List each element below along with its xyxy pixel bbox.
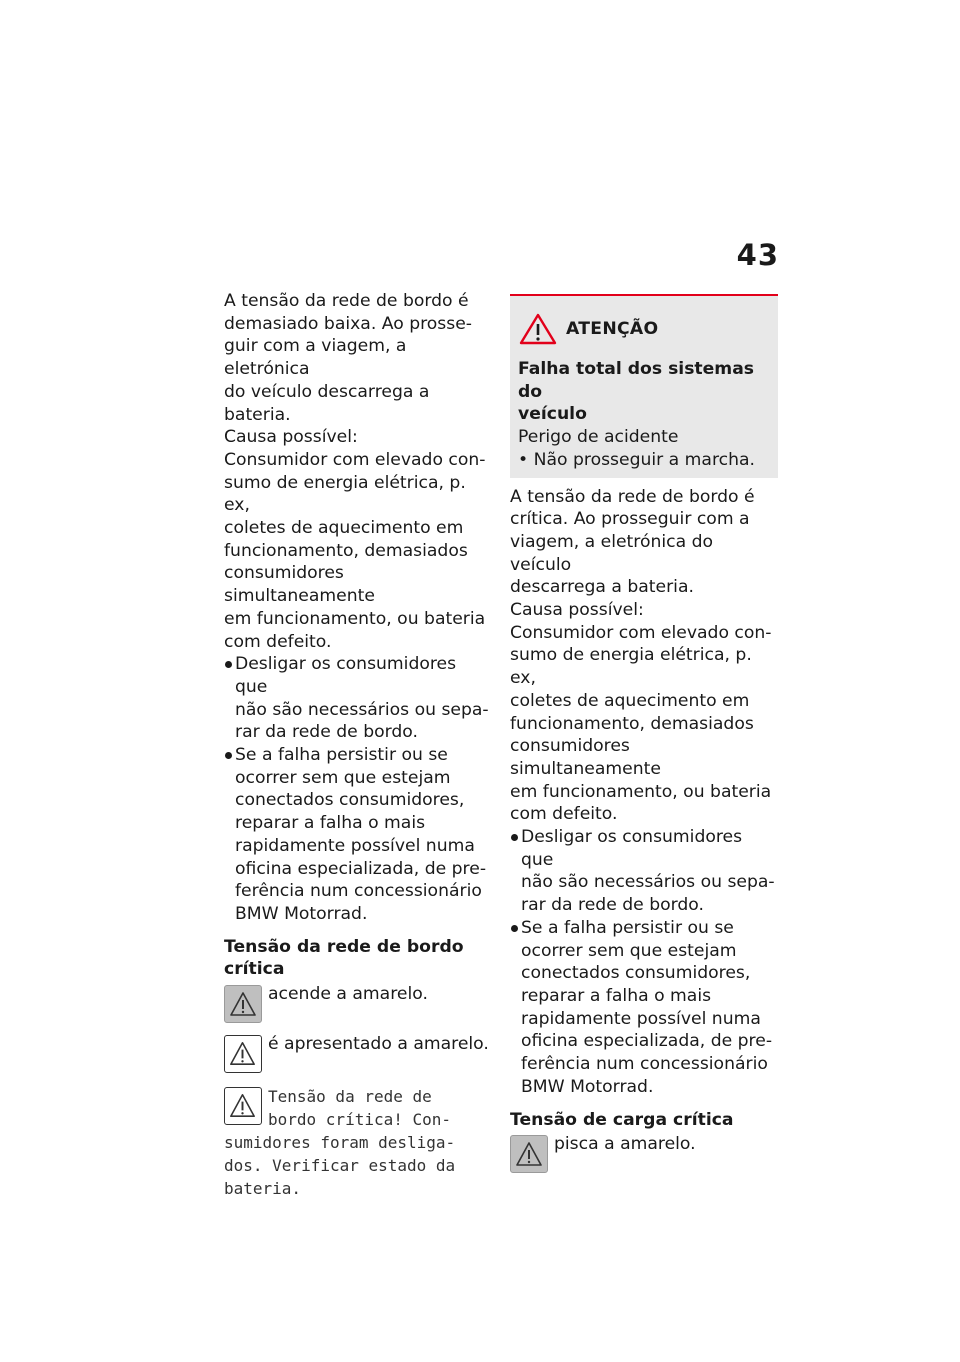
cause-label: Causa possível: xyxy=(510,600,644,621)
right-column xyxy=(510,294,778,1177)
warning-triangle-icon xyxy=(224,985,262,1023)
warning-triangle-icon xyxy=(518,312,558,346)
left-column xyxy=(224,290,492,1200)
section-heading: Tensão da rede de bordo crítica xyxy=(224,936,464,980)
indicator-row xyxy=(224,1033,492,1077)
cause-label: Causa possível: xyxy=(224,427,358,448)
bullet-dot-icon xyxy=(511,925,518,932)
display-message-row xyxy=(224,1085,492,1200)
display-message: Tensão da rede de bordo crítica! Con- sumidores foram desliga- dos. Verificar estado da bateria. xyxy=(224,1087,456,1199)
cause-paragraph: Consumidor com elevado con- sumo de energia elétrica, p. ex, coletes de aquecimento em funcionamento, demasiados consumidores simultaneamente em funcionamento, ou bateria com defeito. xyxy=(510,622,772,825)
warning-heading: Falha total dos sistemas do veículo xyxy=(518,359,755,425)
bullet-item: Desligar os consumidores que não são necessários ou sepa- rar da rede de bordo. xyxy=(510,826,778,917)
bullet-dot-icon xyxy=(225,661,232,668)
warning-box xyxy=(510,294,778,478)
bullet-dot-icon xyxy=(511,834,518,841)
intro-paragraph: A tensão da rede de bordo é demasiado baixa. Ao prosse- guir com a viagem, a eletrónica do veículo descarrega a bateria. xyxy=(224,291,472,425)
intro-paragraph: A tensão da rede de bordo é crítica. Ao prosseguir com a viagem, a eletrónica do veículo descarrega a bateria. xyxy=(510,486,755,598)
bullet-item: Desligar os consumidores que não são necessários ou sepa- rar da rede de bordo. xyxy=(224,653,492,744)
warning-title: ATENÇÃO xyxy=(566,319,659,339)
indicator-row xyxy=(510,1133,778,1177)
warning-triangle-icon xyxy=(510,1135,548,1173)
bullet-item: Se a falha persistir ou se ocorrer sem que estejam conectados consumidores, reparar a falha o mais rapidamente possível numa oficina especializada, de pre- ferência num concessionário BMW Motorrad. xyxy=(510,917,778,1099)
bullet-item: Se a falha persistir ou se ocorrer sem que estejam conectados consumidores, reparar a falha o mais rapidamente possível numa oficina especializada, de pre- ferência num concessionário BMW Motorrad. xyxy=(224,744,492,926)
warning-triangle-outline-icon xyxy=(224,1087,262,1125)
page-number: 43 xyxy=(736,238,779,272)
indicator-text: acende a amarelo. xyxy=(268,984,428,1005)
bullet-dot-icon xyxy=(225,752,232,759)
warning-header xyxy=(518,312,768,346)
section-heading: Tensão de carga crítica xyxy=(510,1109,734,1130)
warning-triangle-outline-icon xyxy=(224,1035,262,1073)
indicator-text: pisca a amarelo. xyxy=(554,1134,696,1155)
warning-action: • Não prosseguir a marcha. xyxy=(518,449,755,470)
warning-risk: Perigo de acidente xyxy=(518,427,679,448)
cause-paragraph: Consumidor com elevado con- sumo de energia elétrica, p. ex, coletes de aquecimento em funcionamento, demasiados consumidores simultaneamente em funcionamento, ou bateria com defeito. xyxy=(224,449,486,652)
indicator-text: é apresentado a amarelo. xyxy=(268,1034,489,1055)
indicator-row xyxy=(224,983,492,1027)
